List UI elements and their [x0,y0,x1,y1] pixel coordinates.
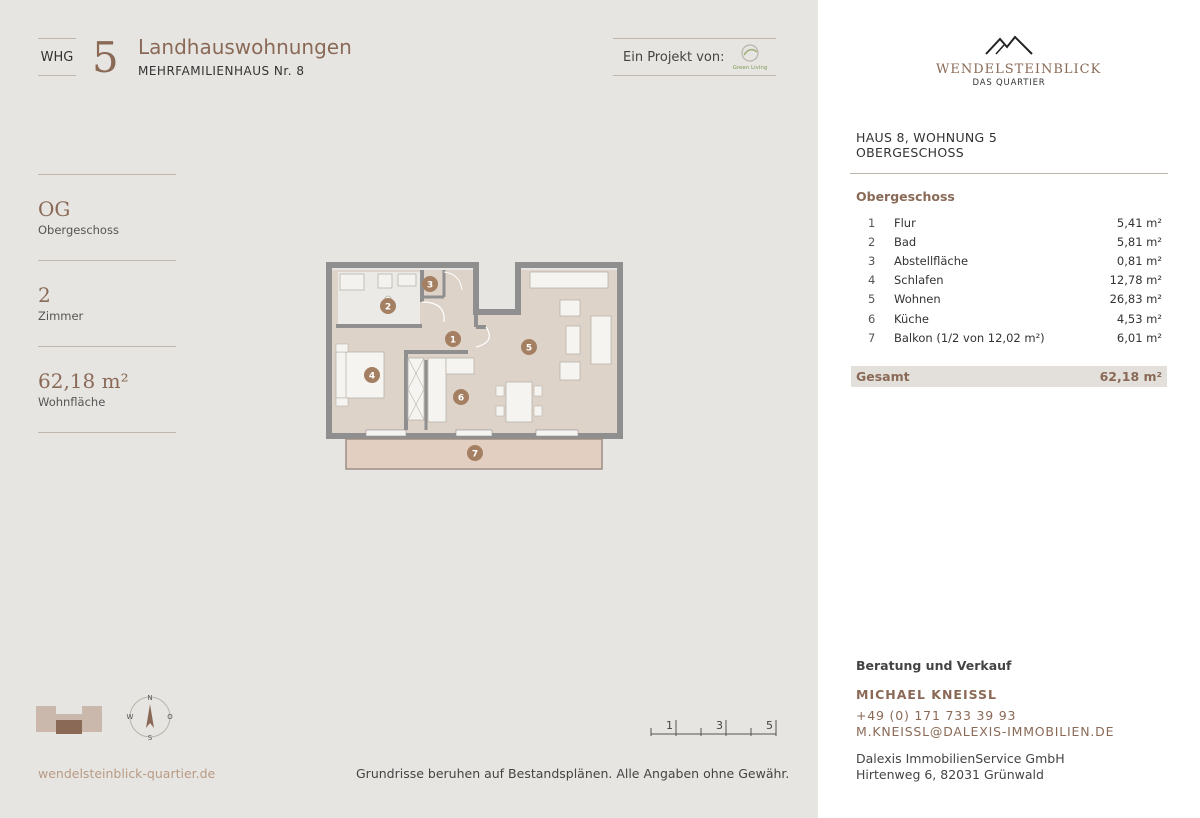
room-row: 2 Bad 5,81 m² [868,234,1162,249]
room-row: 3 Abstellfläche 0,81 m² [868,253,1162,268]
stat-rooms-label: Zimmer [38,309,84,323]
apartment-number: 5 [92,33,119,82]
floor-heading: Obergeschoss [856,189,955,204]
compass-o: O [167,713,173,721]
marker-1-label: 1 [449,335,457,346]
floor-plan [326,262,626,474]
company-name: Dalexis ImmobilienService GmbH [856,751,1065,766]
room-row: 6 Küche 4,53 m² [868,311,1162,326]
marker-5-label: 5 [525,343,533,354]
contact-name: MICHAEL KNEISSL [856,687,998,702]
contact-email[interactable]: M.KNEISSL@DALEXIS-IMMOBILIEN.DE [856,724,1115,739]
marker-7-label: 7 [471,449,479,460]
room-row: 5 Wohnen 26,83 m² [868,292,1162,307]
brand-sub: DAS QUARTIER [972,78,1046,88]
mountain-icon [984,34,1034,56]
scale-label-3: 3 [716,719,723,732]
unit-line-2: OBERGESCHOSS [856,145,964,160]
room-row: 4 Schlafen 12,78 m² [868,273,1162,288]
green-living-logo [730,42,770,72]
total-area: 62,18 m² [1099,369,1162,384]
page-title: Landhauswohnungen [138,35,352,59]
scale-label-1: 1 [666,719,673,732]
whg-label: WHG [38,38,76,76]
stat-area [38,346,176,409]
disclaimer: Grundrisse beruhen auf Bestandsplänen. Alle Angaben ohne Gewähr. [356,766,790,781]
stat-floor-label: Obergeschoss [38,223,119,237]
info-panel [818,0,1200,818]
contact-heading: Beratung und Verkauf [856,658,1012,673]
contact-phone[interactable]: +49 (0) 171 733 39 93 [856,708,1017,723]
room-row: 7 Balkon (1/2 von 12,02 m²) 6,01 m² [868,330,1162,345]
website-link[interactable]: wendelsteinblick-quartier.de [38,766,216,781]
compass-s: S [147,734,153,742]
marker-2-label: 2 [384,302,392,313]
stat-rooms [38,260,176,323]
company-address: Hirtenweg 6, 82031 Grünwald [856,767,1044,782]
marker-6-label: 6 [457,393,465,404]
scale-label-5: 5 [766,719,773,732]
unit-heading [856,130,997,160]
project-by-label: Ein Projekt von: [623,49,725,65]
stat-floor [38,174,176,237]
stat-area-label: Wohnfläche [38,395,106,409]
page-subtitle: MEHRFAMILIENHAUS Nr. 8 [138,64,305,78]
marker-3-label: 3 [426,280,434,291]
total-row [851,366,1167,387]
brand-name: WENDELSTEINBLICK [936,62,1102,77]
stat-area-value: 62,18 m² [38,369,129,393]
compass-icon [125,692,175,742]
unit-line-1: HAUS 8, WOHNUNG 5 [856,130,998,145]
stat-divider [38,432,176,433]
compass-w: W [126,713,134,721]
marker-4-label: 4 [368,371,376,382]
divider [850,173,1168,174]
room-row: 1 Flur 5,41 m² [868,215,1162,230]
green-living-text: Green Living [732,65,768,71]
stat-floor-value: OG [38,197,71,221]
house-location-icon [36,702,102,736]
outside-notch [476,262,518,312]
total-label: Gesamt [856,369,910,384]
scale-bar [650,716,780,740]
brand-logo [936,34,1102,88]
compass-n: N [147,694,153,702]
project-by [613,38,776,76]
room-list [868,213,1162,347]
stat-rooms-value: 2 [38,283,51,307]
